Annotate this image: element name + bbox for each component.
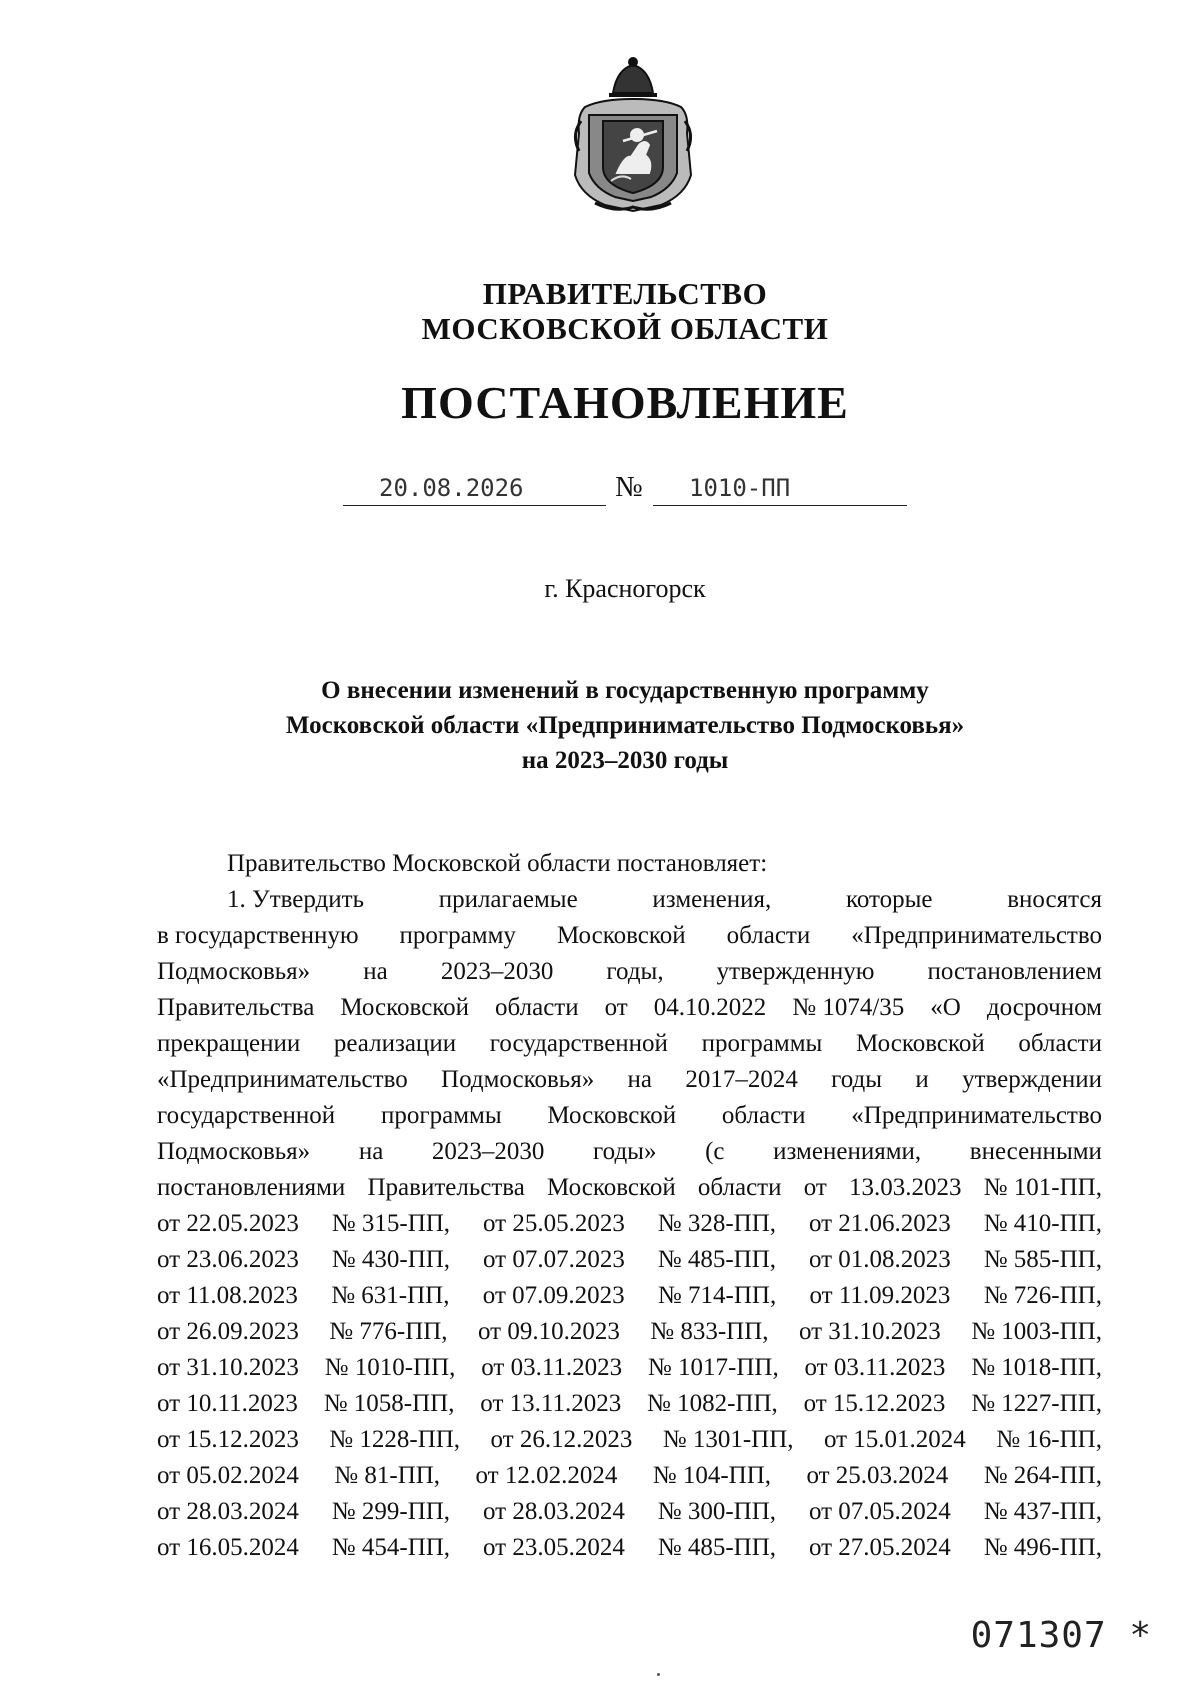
body-word: реализации [333, 1030, 457, 1057]
body-line [157, 1134, 1102, 1170]
document-subject [0, 673, 1200, 778]
body-word: от 22.05.2023 [157, 1210, 299, 1237]
body-line [157, 1242, 1102, 1278]
body-line [157, 1170, 1102, 1206]
body-word: годы» [593, 1138, 657, 1165]
body-word: постановлениями [157, 1174, 346, 1201]
body-word: № 485-ПП, [657, 1246, 777, 1273]
body-word: «Предпринимательство [851, 922, 1102, 949]
body-word: 2023–2030 [440, 958, 554, 985]
body-word: области [495, 994, 579, 1021]
coat-of-arms-emblem [565, 55, 701, 213]
body-line [157, 1278, 1102, 1314]
date-field [343, 473, 606, 506]
body-word: № 81-ПП, [334, 1462, 441, 1489]
subject-line: О внесении изменений в государственную программу [321, 677, 929, 704]
body-word: 1. Утвердить [227, 886, 364, 913]
body-word: на [627, 1066, 653, 1093]
body-line [157, 1494, 1102, 1530]
body-word: Подмосковья» [157, 1138, 311, 1165]
body-word: государственной [157, 1102, 336, 1129]
body-line [157, 1458, 1102, 1494]
body-line [157, 1206, 1102, 1242]
body-word: от 26.12.2023 [490, 1426, 633, 1453]
body-word: области [697, 1174, 782, 1201]
body-word: и [915, 1066, 929, 1093]
body-word: прилагаемые [438, 886, 578, 913]
body-word: № 1082-ПП, [646, 1390, 778, 1417]
body-word: от 07.05.2024 [808, 1498, 951, 1525]
body-word: Московской [547, 1102, 677, 1129]
body-word: № 833-ПП, [650, 1318, 769, 1345]
body-word: № 454-ПП, [331, 1534, 451, 1561]
body-word: прекращении [157, 1030, 301, 1057]
body-word: № 299-ПП, [331, 1498, 451, 1525]
body-word: годы [831, 1066, 883, 1093]
body-line [157, 1026, 1102, 1062]
body-word: от 31.10.2023 [157, 1354, 299, 1381]
body-word: «О [930, 994, 961, 1021]
body-line [157, 918, 1102, 954]
body-line [157, 1314, 1102, 1350]
body-word: от 25.05.2023 [482, 1210, 625, 1237]
body-word: от 28.03.2024 [157, 1498, 299, 1525]
body-word: (с [705, 1138, 725, 1165]
body-word: 13.03.2023 [848, 1174, 962, 1201]
body-line [157, 1062, 1102, 1098]
body-word: государственной [489, 1030, 668, 1057]
body-word: досрочном [986, 994, 1102, 1021]
body-word: Московской [547, 1174, 676, 1201]
body-word: № 1301-ПП, [662, 1426, 794, 1453]
body-word: от 21.06.2023 [808, 1210, 951, 1237]
body-word: области [721, 1102, 806, 1129]
body-word: от 13.11.2023 [480, 1390, 622, 1417]
body-word: № 1010-ПП, [324, 1354, 456, 1381]
body-word: от 28.03.2024 [482, 1498, 625, 1525]
body-line [157, 882, 1102, 918]
body-word: утвержденную [716, 958, 875, 985]
registration-line [0, 472, 1200, 512]
body-word: на [358, 1138, 384, 1165]
body-word: Правительства [157, 994, 315, 1021]
body-word: от 26.09.2023 [157, 1318, 299, 1345]
body-word: № 410-ПП, [983, 1210, 1102, 1237]
body-word: на [363, 958, 388, 985]
body-word: в государственную [157, 922, 359, 949]
serial-number-stamp: 071307 * [970, 1615, 1152, 1656]
body-word: вносятся [1007, 886, 1102, 913]
body-word: от 12.02.2024 [475, 1462, 618, 1489]
body-word: внесенными [969, 1138, 1102, 1165]
body-word: от 07.07.2023 [482, 1246, 625, 1273]
body-word: от 23.06.2023 [157, 1246, 299, 1273]
subject-line: на 2023–2030 годы [521, 747, 729, 774]
body-word: № 315-ПП, [331, 1210, 451, 1237]
body-line [157, 1386, 1102, 1422]
body-line [157, 990, 1102, 1026]
body-line [157, 1098, 1102, 1134]
scan-speck [657, 1673, 660, 1676]
body-word: от 15.01.2024 [823, 1426, 966, 1453]
intro-paragraph: Правительство Московской области постановляет: [227, 850, 768, 877]
body-word: программы [380, 1102, 502, 1129]
body-word: № 1228-ПП, [329, 1426, 461, 1453]
body-word: от 15.12.2023 [803, 1390, 946, 1417]
body-word: от 15.12.2023 [157, 1426, 299, 1453]
body-word: программы [701, 1030, 823, 1057]
body-word: 2017–2024 [685, 1066, 798, 1093]
body-word: № 101-ПП, [983, 1174, 1102, 1201]
body-word: № 328-ПП, [657, 1210, 777, 1237]
body-word: от 09.10.2023 [477, 1318, 620, 1345]
body-word: № 437-ПП, [983, 1498, 1102, 1525]
body-word: № 585-ПП, [983, 1246, 1102, 1273]
body-word: № 726-ПП, [983, 1282, 1102, 1309]
body-word: от 05.02.2024 [157, 1462, 299, 1489]
body-word: № 1058-ПП, [323, 1390, 455, 1417]
document-number: 1010-ПП [689, 474, 791, 502]
body-word: области [1018, 1030, 1102, 1057]
body-word: от 31.10.2023 [798, 1318, 941, 1345]
body-word: Подмосковья» [157, 958, 311, 985]
body-word: от 03.11.2023 [804, 1354, 946, 1381]
body-word: № 496-ПП, [983, 1534, 1102, 1561]
body-line [157, 1530, 1102, 1566]
body-word: 04.10.2022 [653, 994, 767, 1021]
body-word: от 03.11.2023 [481, 1354, 623, 1381]
body-text [157, 882, 1102, 1566]
body-word: утверждении [962, 1066, 1102, 1093]
body-word: от 23.05.2024 [482, 1534, 625, 1561]
number-sign: № [615, 471, 643, 503]
government-name-line1: ПРАВИТЕЛЬСТВО [482, 276, 768, 311]
body-word: Московской [340, 994, 470, 1021]
body-line [157, 1350, 1102, 1386]
body-word: от 25.03.2024 [806, 1462, 949, 1489]
body-word: «Предпринимательство [851, 1102, 1102, 1129]
body-line [157, 954, 1102, 990]
body-word: Подмосковья» [441, 1066, 595, 1093]
document-date: 20.08.2026 [379, 474, 524, 502]
body-word: изменениями, [773, 1138, 922, 1165]
body-word: от 27.05.2024 [808, 1534, 951, 1561]
body-word: от [803, 1174, 827, 1201]
body-word: № 1227-ПП, [971, 1390, 1102, 1417]
number-field [653, 473, 907, 506]
body-word: от [604, 994, 628, 1021]
body-word: Московской [556, 922, 686, 949]
body-word: постановлением [927, 958, 1102, 985]
body-word: «Предпринимательство [157, 1066, 408, 1093]
body-word: Московской [856, 1030, 985, 1057]
body-word: изменения, [652, 886, 772, 913]
body-word: от 01.08.2023 [808, 1246, 951, 1273]
body-word: 2023–2030 [431, 1138, 545, 1165]
body-word: № 430-ПП, [331, 1246, 451, 1273]
body-word: программу [399, 922, 516, 949]
body-word: годы, [606, 958, 664, 985]
body-word: от 11.08.2023 [157, 1282, 298, 1309]
body-word: № 16-ПП, [996, 1426, 1102, 1453]
body-line [157, 1422, 1102, 1458]
body-word: № 1017-ПП, [647, 1354, 779, 1381]
body-word: от 11.09.2023 [809, 1282, 951, 1309]
government-name-line2: МОСКОВСКОЙ ОБЛАСТИ [421, 311, 829, 346]
body-word: № 1074/35 [792, 994, 905, 1021]
body-word: № 1003-ПП, [971, 1318, 1102, 1345]
body-word: от 10.11.2023 [157, 1390, 298, 1417]
body-word: от 16.05.2024 [157, 1534, 299, 1561]
body-word: № 631-ПП, [331, 1282, 450, 1309]
body-word: области [726, 922, 811, 949]
body-word: № 776-ПП, [329, 1318, 448, 1345]
body-word: № 714-ПП, [657, 1282, 777, 1309]
body-word: № 1018-ПП, [971, 1354, 1102, 1381]
subject-line: Московской области «Предпринимательство Подмосковья» [285, 712, 965, 739]
body-word: № 485-ПП, [657, 1534, 777, 1561]
body-word: № 104-ПП, [652, 1462, 772, 1489]
city-of-issue: г. Красногорск [544, 574, 706, 603]
document-body [157, 846, 1102, 1566]
body-word: которые [845, 886, 933, 913]
body-word: от 07.09.2023 [482, 1282, 625, 1309]
body-word: № 300-ПП, [657, 1498, 777, 1525]
document-type-title: ПОСТАНОВЛЕНИЕ [401, 377, 849, 428]
body-word: № 264-ПП, [983, 1462, 1102, 1489]
body-word: Правительства [367, 1174, 525, 1201]
